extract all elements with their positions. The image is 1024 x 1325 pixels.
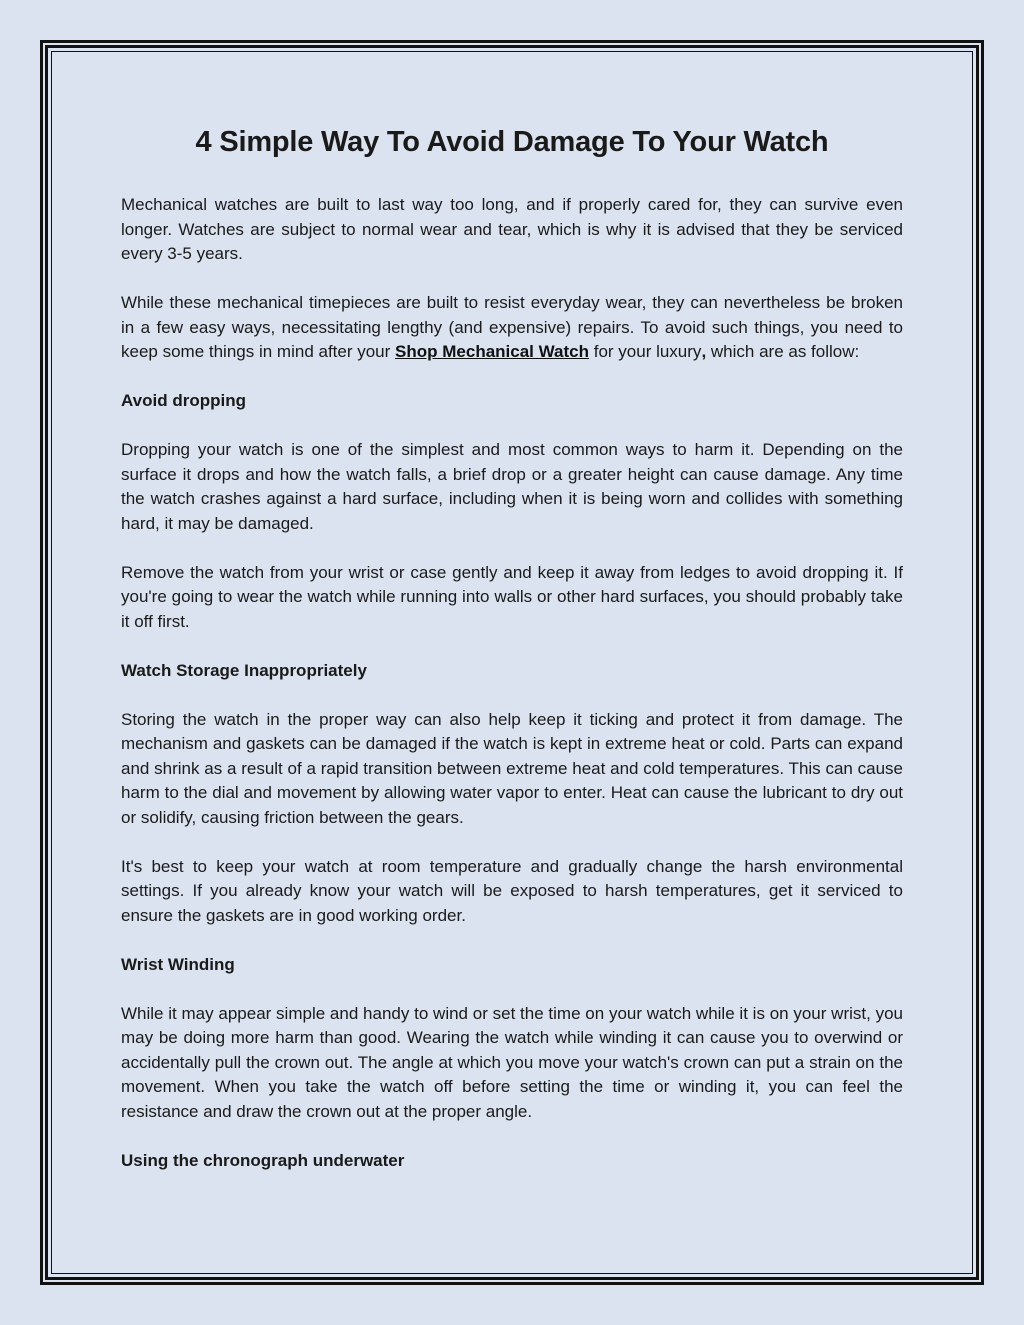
section-heading-wrist-winding: Wrist Winding [121,954,235,974]
context-text-after: which are as follow: [706,342,860,361]
section-heading-watch-storage: Watch Storage Inappropriately [121,660,367,680]
document-body [121,120,903,1198]
context-comma: , [701,342,707,361]
page-title: 4 Simple Way To Avoid Damage To Your Watch [195,126,829,158]
section-paragraph: Dropping your watch is one of the simplest and most common ways to harm it. Depending on the surface it drops and how the watch falls, a brief drop or a greater height can cause damage. Any time the watch crashes against a hard surface, including when it is being worn and collides with something hard, it may be damaged. [121,440,903,533]
section-heading-avoid-dropping: Avoid dropping [121,391,246,410]
section-paragraph: Remove the watch from your wrist or case gently and keep it away from ledges to avoid dropping it. If you're going to wear the watch while running into walls or other hard surfaces, you should probably take it off first. [121,562,903,631]
section-heading-chronograph-underwater: Using the chronograph underwater [121,1150,405,1170]
section-paragraph: Storing the watch in the proper way can also help keep it ticking and protect it from damage. The mechanism and gaskets can be damaged if the watch is kept in extreme heat or cold. Parts can expand and shrink as a result of a rapid transition between extreme heat and cold temperatures. This can cause harm to the dial and movement by allowing water vapor to enter. Heat can cause the lubricant to dry out or solidify, causing friction between the gears. [121,709,903,827]
context-text-before: While these mechanical timepieces are built to resist everyday wear, they can nevertheless be broken in a few easy ways, necessitating lengthy (and expensive) repairs. To avoid such things, you need to keep some things in mind after your [121,293,903,361]
shop-mechanical-watch-link[interactable]: Shop Mechanical Watch [395,342,589,361]
context-text-middle: for your luxury [589,342,702,361]
section-paragraph: It's best to keep your watch at room temperature and gradually change the harsh environmental settings. If you already know your watch will be exposed to harsh temperatures, get it serviced to ensure the gaskets are in good working order. [121,856,903,925]
context-paragraph [121,291,903,365]
section-paragraph: While it may appear simple and handy to wind or set the time on your watch while it is on your wrist, you may be doing more harm than good. Wearing the watch while winding it can cause you to overwind or accidentally pull the crown out. The angle at which you move your watch's crown can put a strain on the movement. When you take the watch off before setting the time or winding it, you can feel the resistance and draw the crown out at the proper angle. [121,1003,903,1121]
intro-paragraph: Mechanical watches are built to last way too long, and if properly cared for, they can survive even longer. Watches are subject to normal wear and tear, which is why it is advised that they be serviced every 3-5 years. [121,195,903,263]
